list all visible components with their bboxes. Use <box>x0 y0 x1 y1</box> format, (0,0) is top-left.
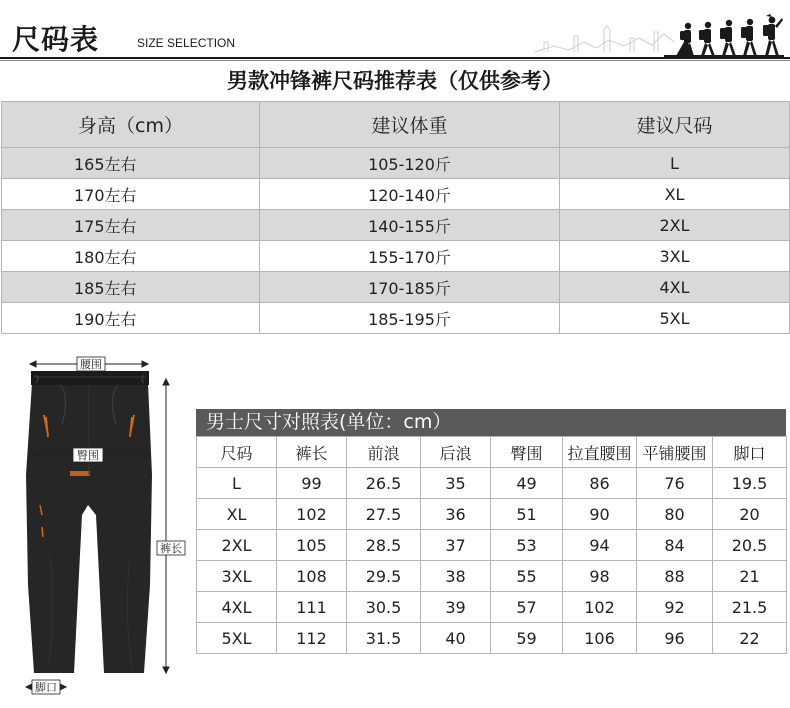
size-recommendation-table <box>1 101 790 334</box>
table-cell: 111 <box>277 592 347 623</box>
size-cell: 4XL <box>560 272 790 303</box>
table-cell: 4XL <box>197 592 277 623</box>
table-cell: 108 <box>277 561 347 592</box>
table-cell: 92 <box>637 592 713 623</box>
height-cell: 165左右 <box>2 148 260 179</box>
weight-cell: 155-170斤 <box>260 241 560 272</box>
table-cell: 20 <box>713 499 787 530</box>
table-header-row <box>197 437 787 468</box>
column-header-height: 身高（cm） <box>2 102 260 148</box>
weight-cell: 185-195斤 <box>260 303 560 334</box>
size-cell: XL <box>560 179 790 210</box>
column-header-flat-waist: 平铺腰围 <box>637 437 713 468</box>
table-cell: 2XL <box>197 530 277 561</box>
pants-measurement-figure <box>0 355 190 708</box>
table-row <box>2 303 790 334</box>
height-cell: 170左右 <box>2 179 260 210</box>
table-cell: 26.5 <box>347 468 421 499</box>
table-cell: 21 <box>713 561 787 592</box>
table-cell: 90 <box>563 499 637 530</box>
height-cell: 175左右 <box>2 210 260 241</box>
table-cell: 99 <box>277 468 347 499</box>
table-cell: 96 <box>637 623 713 654</box>
table-row <box>2 272 790 303</box>
table-cell: 84 <box>637 530 713 561</box>
table-row <box>2 148 790 179</box>
weight-cell: 120-140斤 <box>260 179 560 210</box>
table-cell: 94 <box>563 530 637 561</box>
table-cell: 22 <box>713 623 787 654</box>
table-cell: 88 <box>637 561 713 592</box>
hikers-silhouette-icon <box>534 12 784 58</box>
table-cell: 59 <box>491 623 563 654</box>
table-row <box>197 592 787 623</box>
table-cell: 36 <box>421 499 491 530</box>
table-row <box>197 623 787 654</box>
recommendation-table-title: 男款冲锋裤尺码推荐表（仅供参考） <box>227 69 563 93</box>
table-cell: 106 <box>563 623 637 654</box>
table-cell: 102 <box>277 499 347 530</box>
column-header-front-rise: 前浪 <box>347 437 421 468</box>
column-header-length: 裤长 <box>277 437 347 468</box>
table-cell: 28.5 <box>347 530 421 561</box>
weight-cell: 170-185斤 <box>260 272 560 303</box>
table-row <box>197 561 787 592</box>
table-row <box>197 468 787 499</box>
hip-label: 臀围 <box>77 449 99 462</box>
hem-label: 脚口 <box>35 681 57 694</box>
table-cell: 53 <box>491 530 563 561</box>
table-cell: 19.5 <box>713 468 787 499</box>
header-divider-thin <box>0 60 790 61</box>
table-cell: 98 <box>563 561 637 592</box>
size-cell: 5XL <box>560 303 790 334</box>
table-cell: 37 <box>421 530 491 561</box>
table-cell: L <box>197 468 277 499</box>
table-header-row <box>2 102 790 148</box>
table-row <box>197 499 787 530</box>
waist-label: 腰围 <box>80 358 102 371</box>
table-cell: 57 <box>491 592 563 623</box>
table-cell: 39 <box>421 592 491 623</box>
weight-cell: 140-155斤 <box>260 210 560 241</box>
table-cell: XL <box>197 499 277 530</box>
table-cell: 102 <box>563 592 637 623</box>
table-cell: 29.5 <box>347 561 421 592</box>
table-cell: 20.5 <box>713 530 787 561</box>
table-cell: 30.5 <box>347 592 421 623</box>
column-header-back-rise: 后浪 <box>421 437 491 468</box>
table-cell: 31.5 <box>347 623 421 654</box>
page-title: 尺码表 <box>12 23 100 56</box>
length-label: 裤长 <box>160 542 182 555</box>
table-cell: 49 <box>491 468 563 499</box>
height-cell: 185左右 <box>2 272 260 303</box>
measurement-table-title: 男士尺寸对照表(单位：cm） <box>196 409 786 436</box>
page-subtitle: SIZE SELECTION <box>137 36 236 50</box>
measurement-table <box>196 436 787 654</box>
table-row <box>2 241 790 272</box>
column-header-size: 尺码 <box>197 437 277 468</box>
table-cell: 86 <box>563 468 637 499</box>
table-cell: 3XL <box>197 561 277 592</box>
column-header-size: 建议尺码 <box>560 102 790 148</box>
size-cell: 2XL <box>560 210 790 241</box>
table-cell: 38 <box>421 561 491 592</box>
size-cell: 3XL <box>560 241 790 272</box>
column-header-hem: 脚口 <box>713 437 787 468</box>
table-cell: 55 <box>491 561 563 592</box>
pants-image <box>26 371 152 673</box>
size-cell: L <box>560 148 790 179</box>
weight-cell: 105-120斤 <box>260 148 560 179</box>
table-cell: 51 <box>491 499 563 530</box>
table-cell: 21.5 <box>713 592 787 623</box>
table-cell: 76 <box>637 468 713 499</box>
table-cell: 105 <box>277 530 347 561</box>
table-cell: 40 <box>421 623 491 654</box>
height-cell: 180左右 <box>2 241 260 272</box>
table-cell: 5XL <box>197 623 277 654</box>
table-cell: 27.5 <box>347 499 421 530</box>
table-cell: 80 <box>637 499 713 530</box>
table-cell: 112 <box>277 623 347 654</box>
table-row <box>2 210 790 241</box>
page-header <box>0 0 790 60</box>
column-header-stretched-waist: 拉直腰围 <box>563 437 637 468</box>
height-cell: 190左右 <box>2 303 260 334</box>
table-cell: 35 <box>421 468 491 499</box>
column-header-weight: 建议体重 <box>260 102 560 148</box>
table-row <box>2 179 790 210</box>
column-header-hip: 臀围 <box>491 437 563 468</box>
header-divider <box>0 57 790 59</box>
table-row <box>197 530 787 561</box>
